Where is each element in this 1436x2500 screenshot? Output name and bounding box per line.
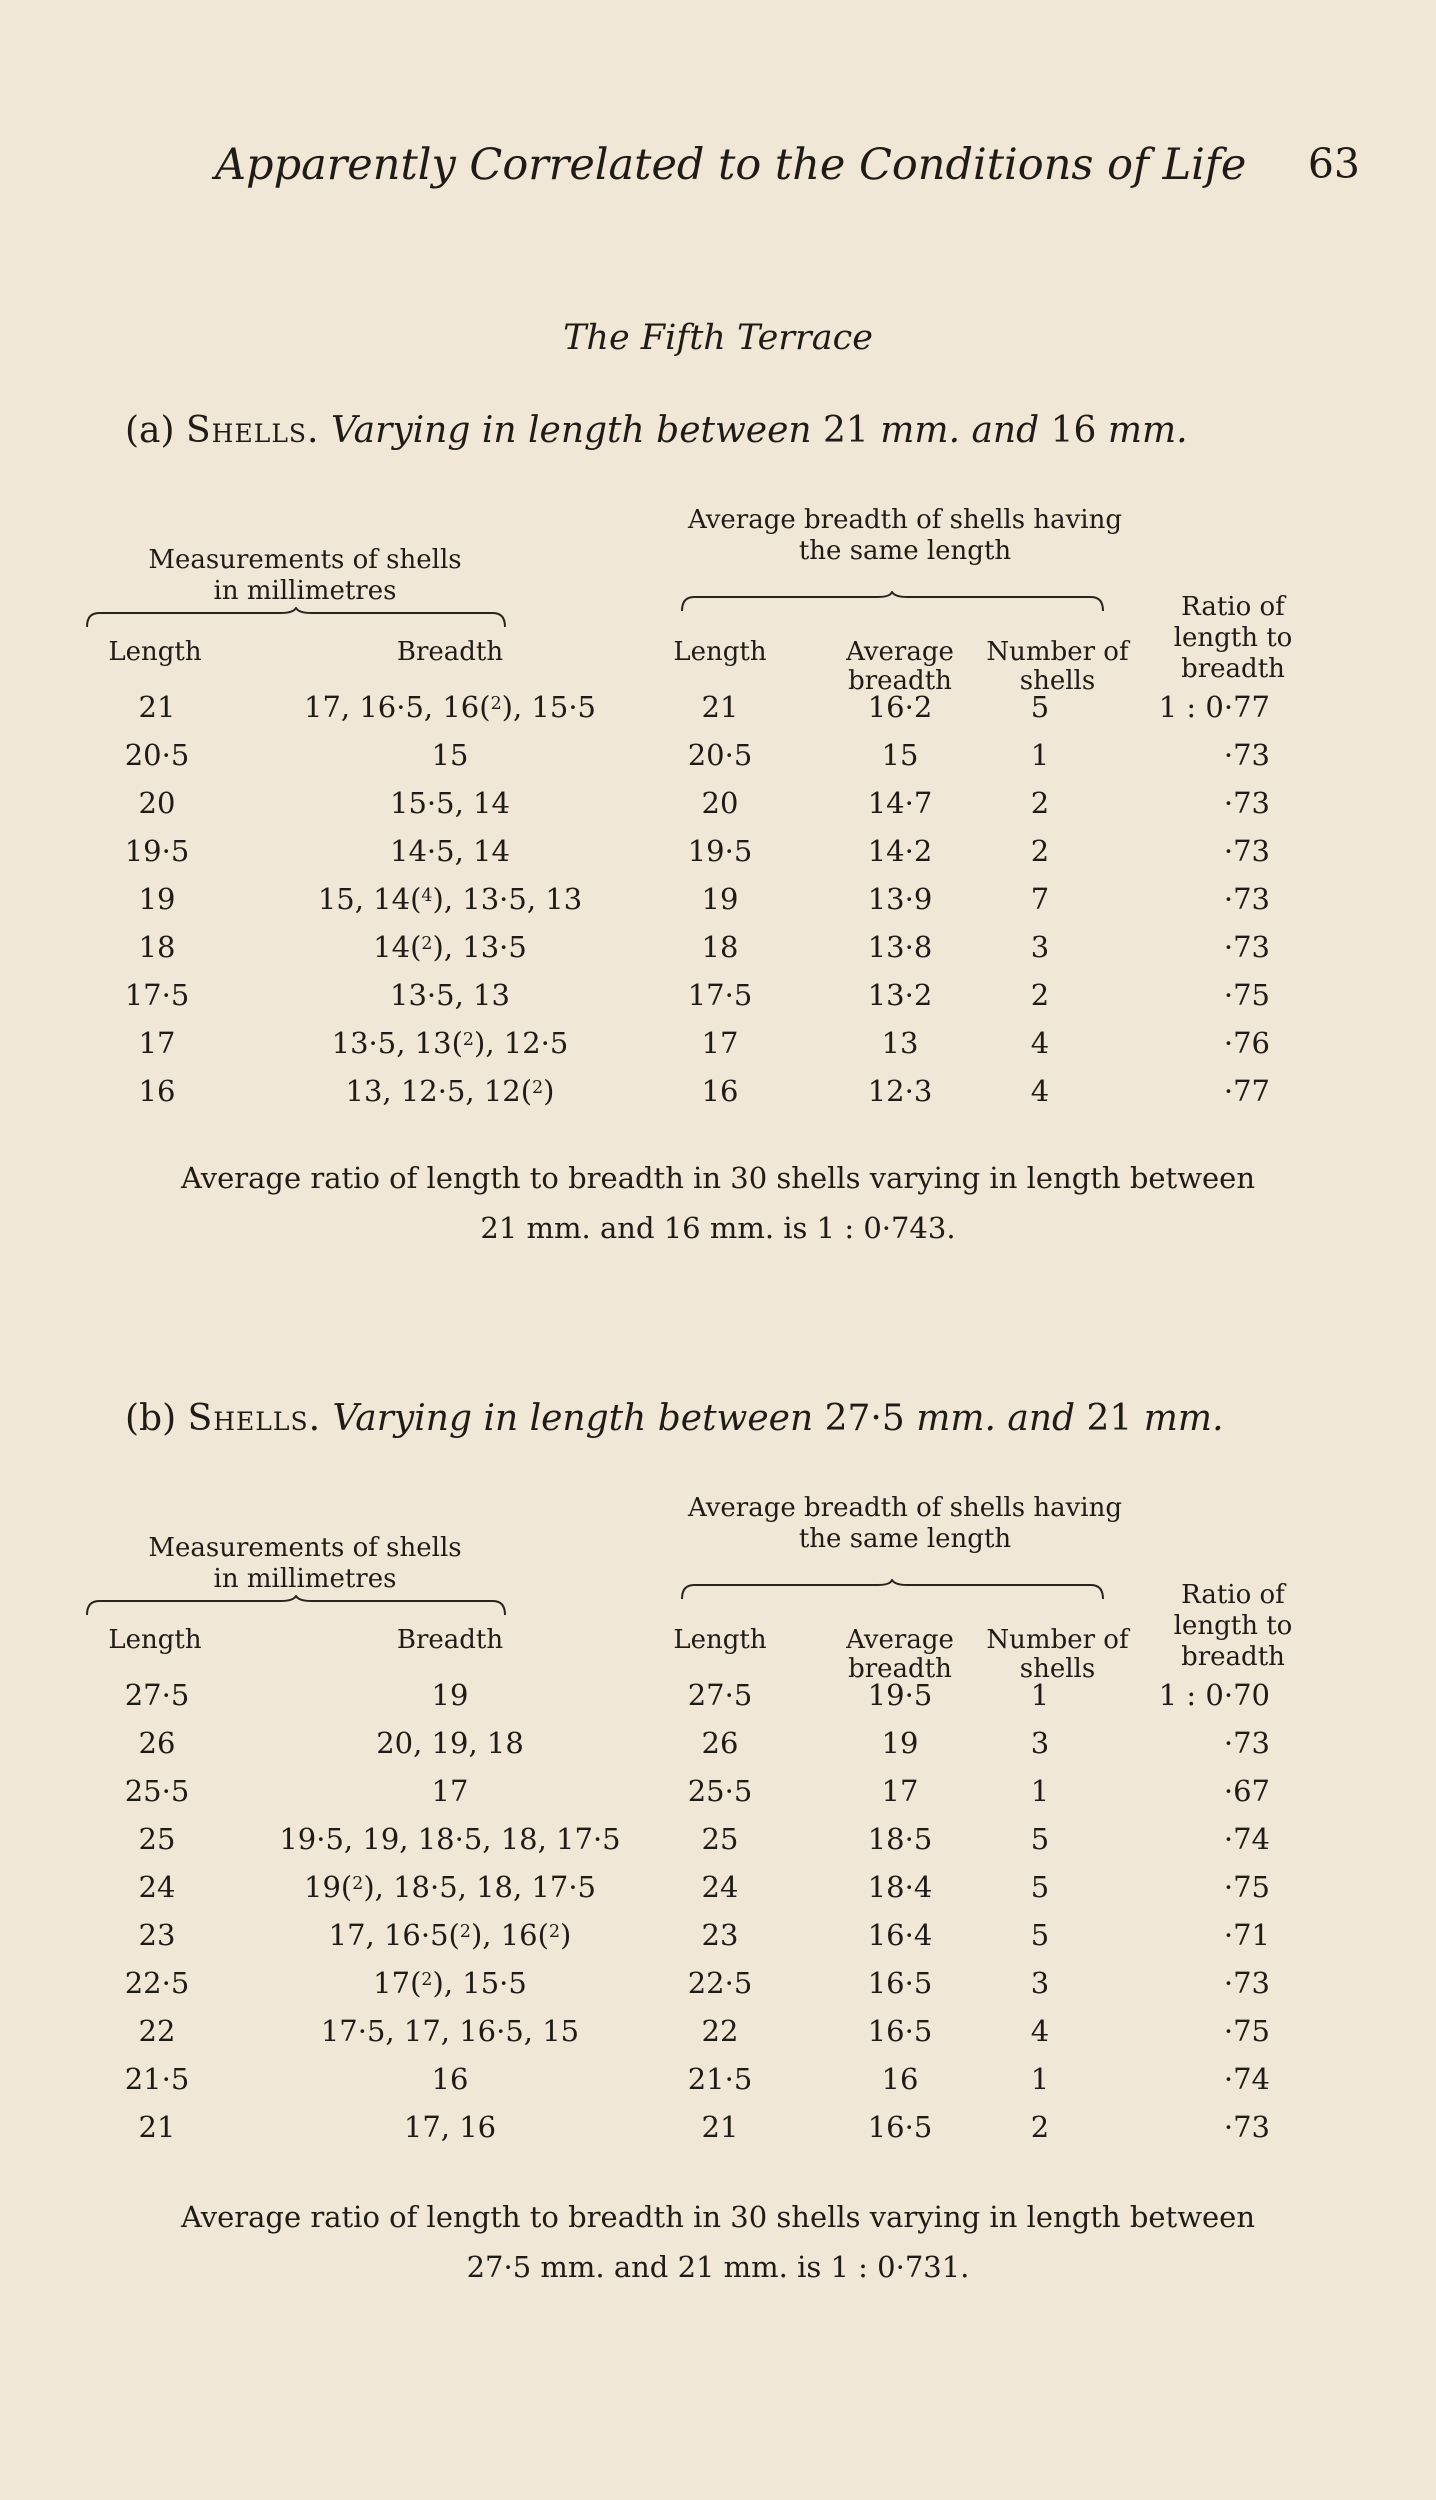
cell-breadth: 16 (431, 2062, 469, 2096)
caption-to: 16 (1050, 410, 1097, 451)
cell-number-of-shells: 7 (1030, 882, 1050, 916)
col-length: Length (108, 1625, 202, 1655)
cell-length-2: 26 (701, 1726, 739, 1760)
page-number: 63 (1307, 140, 1360, 188)
cell-ratio: ·73 (1223, 738, 1270, 772)
cell-number-of-shells: 1 (1030, 1774, 1050, 1808)
cell-breadth: 13, 12·5, 12($^2$) (345, 1074, 555, 1108)
average-line-1: Average ratio of length to breadth in 30 shells varying in length between (180, 1161, 1256, 1195)
table-row (0, 738, 1436, 786)
average-ratio-b (0, 2192, 1436, 2292)
header-measurements: Measurements of shells in millimetres (148, 545, 462, 606)
table-row (0, 1726, 1436, 1774)
cell-length-2: 25 (701, 1822, 739, 1856)
cell-length-2: 21 (701, 2110, 739, 2144)
caption-mm2: mm. (1107, 410, 1188, 451)
header-measurements: Measurements of shells in millimetres (148, 1533, 462, 1594)
cell-breadth: 13·5, 13($^2$), 12·5 (331, 1026, 569, 1060)
cell-breadth: 17 (431, 1774, 469, 1808)
cell-ratio: ·76 (1223, 1026, 1270, 1060)
col-length-2: Length (673, 1625, 767, 1655)
cell-breadth: 19 (431, 1678, 469, 1712)
table-row (0, 690, 1436, 738)
caption-to: 21 (1086, 1398, 1133, 1439)
cell-length-2: 21·5 (687, 2062, 753, 2096)
average-line-1: Average ratio of length to breadth in 30 shells varying in length between (180, 2200, 1256, 2234)
cell-number-of-shells: 2 (1030, 2110, 1050, 2144)
cell-average-breadth: 14·2 (867, 834, 933, 868)
cell-length-2: 19·5 (687, 834, 753, 868)
cell-average-breadth: 19 (881, 1726, 919, 1760)
cell-length-2: 25·5 (687, 1774, 753, 1808)
cell-number-of-shells: 1 (1030, 738, 1050, 772)
cell-number-of-shells: 4 (1030, 2014, 1050, 2048)
cell-breadth: 17, 16·5($^2$), 16($^2$) (328, 1918, 572, 1952)
cell-ratio: ·74 (1223, 1822, 1270, 1856)
col-average-breadth: Average breadth (846, 637, 954, 696)
cell-length: 22 (138, 2014, 176, 2048)
cell-ratio: ·75 (1223, 2014, 1270, 2048)
cell-ratio: 1 : 0·70 (1158, 1678, 1270, 1712)
brace-left (85, 1595, 507, 1617)
cell-length: 18 (138, 930, 176, 964)
table-row (0, 1870, 1436, 1918)
cell-breadth: 15, 14($^4$), 13·5, 13 (317, 882, 583, 916)
cell-number-of-shells: 5 (1030, 1822, 1050, 1856)
table-row (0, 2014, 1436, 2062)
cell-length: 27·5 (124, 1678, 190, 1712)
cell-length-2: 17 (701, 1026, 739, 1060)
caption-b (125, 1398, 1224, 1439)
cell-breadth: 17, 16 (403, 2110, 497, 2144)
table-row (0, 786, 1436, 834)
brace-right (680, 1579, 1105, 1601)
cell-number-of-shells: 1 (1030, 2062, 1050, 2096)
cell-ratio: ·73 (1223, 882, 1270, 916)
cell-breadth: 15 (431, 738, 469, 772)
cell-length-2: 19 (701, 882, 739, 916)
table-row (0, 1774, 1436, 1822)
cell-breadth: 15·5, 14 (390, 786, 510, 820)
cell-ratio: ·67 (1223, 1774, 1270, 1808)
cell-average-breadth: 13·9 (867, 882, 933, 916)
cell-breadth: 17($^2$), 15·5 (373, 1966, 527, 2000)
cell-breadth: 14·5, 14 (390, 834, 510, 868)
cell-number-of-shells: 4 (1030, 1026, 1050, 1060)
cell-length-2: 20 (701, 786, 739, 820)
table-row (0, 1678, 1436, 1726)
cell-breadth: 17, 16·5, 16($^2$), 15·5 (304, 690, 596, 724)
table-row (0, 2110, 1436, 2158)
cell-breadth: 17·5, 17, 16·5, 15 (320, 2014, 580, 2048)
cell-ratio: 1 : 0·77 (1158, 690, 1270, 724)
cell-number-of-shells: 4 (1030, 1074, 1050, 1108)
cell-breadth: 20, 19, 18 (376, 1726, 524, 1760)
cell-length-2: 18 (701, 930, 739, 964)
cell-number-of-shells: 3 (1030, 930, 1050, 964)
cell-length: 26 (138, 1726, 176, 1760)
cell-average-breadth: 13·2 (867, 978, 933, 1012)
caption-shells: Shells. (186, 410, 320, 451)
cell-average-breadth: 16·4 (867, 1918, 933, 1952)
cell-average-breadth: 18·5 (867, 1822, 933, 1856)
col-number-of-shells: Number of shells (986, 1625, 1129, 1684)
caption-shells: Shells. (187, 1398, 322, 1439)
caption-mm1: mm. and (880, 410, 1040, 451)
cell-length: 21 (138, 2110, 176, 2144)
cell-average-breadth: 19·5 (867, 1678, 933, 1712)
table-row (0, 1918, 1436, 1966)
table-row (0, 930, 1436, 978)
col-breadth: Breadth (396, 637, 504, 667)
cell-length: 16 (138, 1074, 176, 1108)
caption-text: Varying in length between (332, 1398, 814, 1439)
cell-average-breadth: 13 (881, 1026, 919, 1060)
cell-length: 21·5 (124, 2062, 190, 2096)
cell-ratio: ·74 (1223, 2062, 1270, 2096)
cell-ratio: ·77 (1223, 1074, 1270, 1108)
cell-length: 25·5 (124, 1774, 190, 1808)
cell-average-breadth: 16·2 (867, 690, 933, 724)
cell-average-breadth: 17 (881, 1774, 919, 1808)
table-row (0, 882, 1436, 930)
cell-ratio: ·71 (1223, 1918, 1270, 1952)
cell-number-of-shells: 1 (1030, 1678, 1050, 1712)
cell-breadth: 19·5, 19, 18·5, 18, 17·5 (279, 1822, 621, 1856)
cell-average-breadth: 16 (881, 2062, 919, 2096)
cell-average-breadth: 16·5 (867, 2014, 933, 2048)
cell-length: 17·5 (124, 978, 190, 1012)
header-ratio: Ratio of length to breadth (1173, 592, 1293, 684)
cell-length-2: 16 (701, 1074, 739, 1108)
cell-length: 20 (138, 786, 176, 820)
cell-ratio: ·73 (1223, 1726, 1270, 1760)
cell-length: 23 (138, 1918, 176, 1952)
average-line-2: 27·5 mm. and 21 mm. is 1 : 0·731. (466, 2250, 970, 2284)
running-title: Apparently Correlated to the Conditions of Life (215, 140, 1247, 190)
col-length-2: Length (673, 637, 767, 667)
caption-mm2: mm. (1143, 1398, 1224, 1439)
caption-label: (a) (125, 410, 175, 451)
cell-length-2: 24 (701, 1870, 739, 1904)
col-number-of-shells: Number of shells (986, 637, 1129, 696)
cell-ratio: ·73 (1223, 930, 1270, 964)
cell-length-2: 17·5 (687, 978, 753, 1012)
cell-length-2: 20·5 (687, 738, 753, 772)
caption-mm1: mm. and (916, 1398, 1076, 1439)
table-row (0, 1074, 1436, 1122)
cell-length: 19 (138, 882, 176, 916)
cell-number-of-shells: 5 (1030, 1870, 1050, 1904)
cell-ratio: ·73 (1223, 1966, 1270, 2000)
average-line-2: 21 mm. and 16 mm. is 1 : 0·743. (480, 1211, 956, 1245)
cell-average-breadth: 16·5 (867, 2110, 933, 2144)
table-row (0, 1966, 1436, 2014)
cell-ratio: ·73 (1223, 2110, 1270, 2144)
table-row (0, 834, 1436, 882)
cell-length: 17 (138, 1026, 176, 1060)
cell-average-breadth: 12·3 (867, 1074, 933, 1108)
cell-length: 25 (138, 1822, 176, 1856)
cell-length-2: 23 (701, 1918, 739, 1952)
average-ratio-a (0, 1153, 1436, 1253)
cell-length: 24 (138, 1870, 176, 1904)
cell-number-of-shells: 3 (1030, 1726, 1050, 1760)
cell-average-breadth: 16·5 (867, 1966, 933, 2000)
caption-from: 27·5 (824, 1398, 905, 1439)
cell-number-of-shells: 5 (1030, 1918, 1050, 1952)
cell-length-2: 27·5 (687, 1678, 753, 1712)
cell-number-of-shells: 5 (1030, 690, 1050, 724)
caption-label: (b) (125, 1398, 177, 1439)
caption-text: Varying in length between (330, 410, 812, 451)
col-average-breadth: Average breadth (846, 1625, 954, 1684)
cell-length-2: 22·5 (687, 1966, 753, 2000)
cell-average-breadth: 13·8 (867, 930, 933, 964)
table-row (0, 1026, 1436, 1074)
cell-ratio: ·73 (1223, 786, 1270, 820)
cell-length-2: 22 (701, 2014, 739, 2048)
cell-average-breadth: 15 (881, 738, 919, 772)
header-average-breadth: Average breadth of shells having the same length (688, 505, 1122, 566)
header-average-breadth: Average breadth of shells having the same length (688, 1493, 1122, 1554)
cell-ratio: ·75 (1223, 978, 1270, 1012)
table-row (0, 2062, 1436, 2110)
section-heading: The Fifth Terrace (563, 318, 873, 358)
col-breadth: Breadth (396, 1625, 504, 1655)
cell-breadth: 19($^2$), 18·5, 18, 17·5 (304, 1870, 596, 1904)
table-row (0, 978, 1436, 1026)
cell-length: 20·5 (124, 738, 190, 772)
brace-right (680, 591, 1105, 613)
cell-number-of-shells: 2 (1030, 978, 1050, 1012)
col-length: Length (108, 637, 202, 667)
table-row (0, 1822, 1436, 1870)
header-ratio: Ratio of length to breadth (1173, 1580, 1293, 1672)
cell-length: 19·5 (124, 834, 190, 868)
cell-length: 22·5 (124, 1966, 190, 2000)
running-header (0, 140, 1436, 200)
cell-average-breadth: 14·7 (867, 786, 933, 820)
cell-breadth: 13·5, 13 (390, 978, 510, 1012)
cell-number-of-shells: 2 (1030, 834, 1050, 868)
cell-ratio: ·73 (1223, 834, 1270, 868)
brace-left (85, 607, 507, 629)
cell-average-breadth: 18·4 (867, 1870, 933, 1904)
cell-number-of-shells: 3 (1030, 1966, 1050, 2000)
cell-length: 21 (138, 690, 176, 724)
cell-breadth: 14($^2$), 13·5 (373, 930, 527, 964)
cell-length-2: 21 (701, 690, 739, 724)
caption-a (125, 410, 1188, 451)
cell-number-of-shells: 2 (1030, 786, 1050, 820)
cell-ratio: ·75 (1223, 1870, 1270, 1904)
caption-from: 21 (823, 410, 869, 451)
